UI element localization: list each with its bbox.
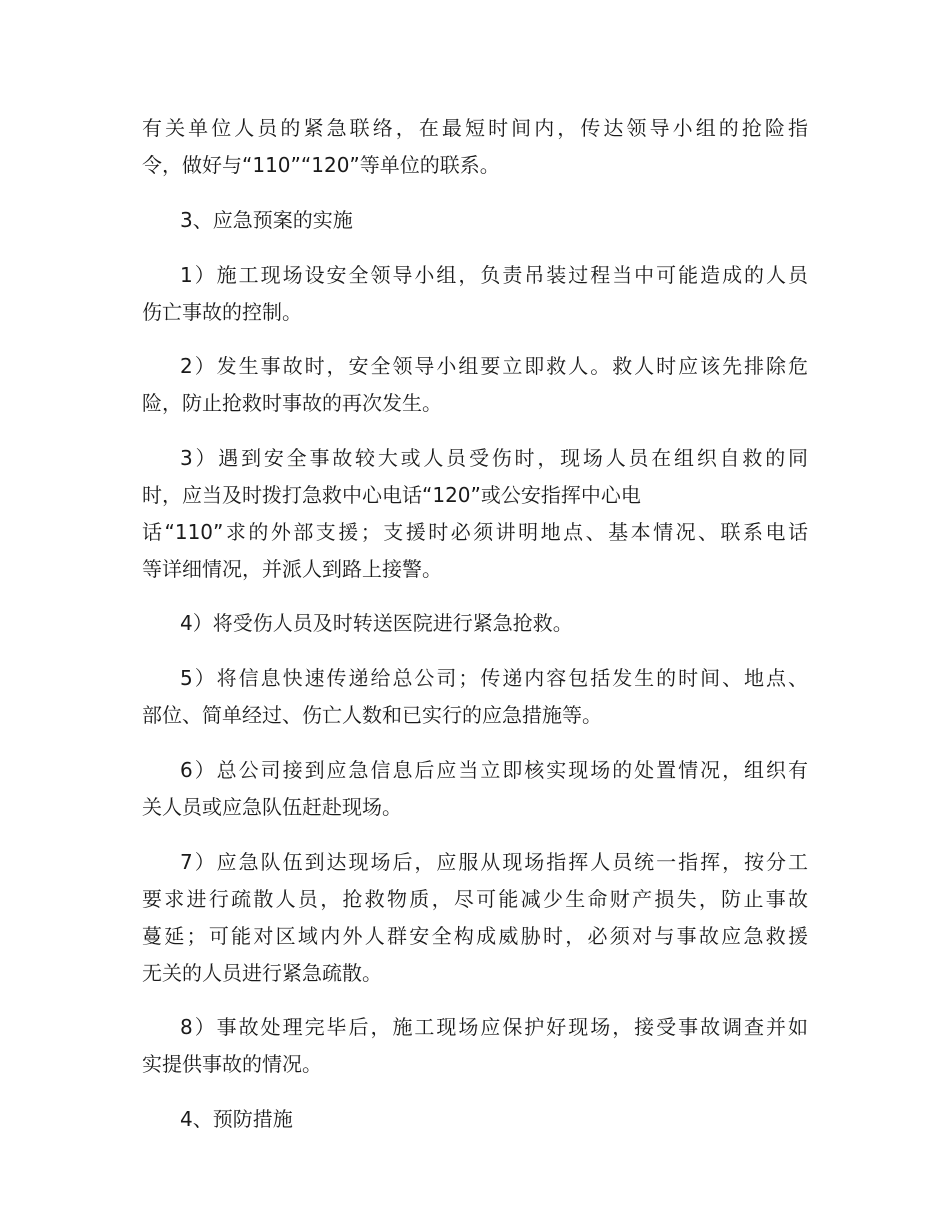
text-line: 令，做好与“110”“120”等单位的联系。	[142, 153, 500, 177]
section-heading: 3、应急预案的实施	[180, 208, 353, 232]
text-line: 要求进行疏散人员，抢救物质，尽可能减少生命财产损失，防止事故	[142, 887, 808, 911]
text-line: 5）将信息快速传递给总公司；传递内容包括发生的时间、地点、	[180, 666, 808, 690]
text-line: 话“110”求的外部支援；支援时必须讲明地点、基本情况、联系电话	[142, 520, 808, 544]
text-line: 险，防止抢救时事故的再次发生。	[142, 391, 442, 415]
text-line: 关人员或应急队伍赶赴现场。	[142, 795, 402, 819]
section-heading: 4、预防措施	[180, 1107, 293, 1131]
text-line: 伤亡事故的控制。	[142, 300, 302, 324]
text-line: 1）施工现场设安全领导小组，负责吊装过程当中可能造成的人员	[180, 263, 808, 287]
text-line: 2）发生事故时，安全领导小组要立即救人。救人时应该先排除危	[180, 354, 808, 378]
text-line: 部位、简单经过、伤亡人数和已实行的应急措施等。	[142, 703, 602, 727]
text-line: 4）将受伤人员及时转送医院进行紧急抢救。	[180, 611, 573, 635]
text-line: 蔓延；可能对区域内外人群安全构成威胁时，必须对与事故应急救援	[142, 924, 808, 948]
text-line: 实提供事故的情况。	[142, 1052, 322, 1076]
text-line: 6）总公司接到应急信息后应当立即核实现场的处置情况，组织有	[180, 758, 808, 782]
text-line: 有关单位人员的紧急联络，在最短时间内，传达领导小组的抢险指	[142, 116, 808, 140]
text-line: 等详细情况，并派人到路上接警。	[142, 557, 442, 581]
text-line: 8）事故处理完毕后，施工现场应保护好现场，接受事故调查并如	[180, 1015, 808, 1039]
text-line: 无关的人员进行紧急疏散。	[142, 961, 382, 985]
text-line: 3）遇到安全事故较大或人员受伤时，现场人员在组织自救的同	[180, 446, 808, 470]
text-line: 时，应当及时拨打急救中心电话“120”或公安指挥中心电	[142, 483, 641, 507]
text-line: 7）应急队伍到达现场后，应服从现场指挥人员统一指挥，按分工	[180, 850, 808, 874]
